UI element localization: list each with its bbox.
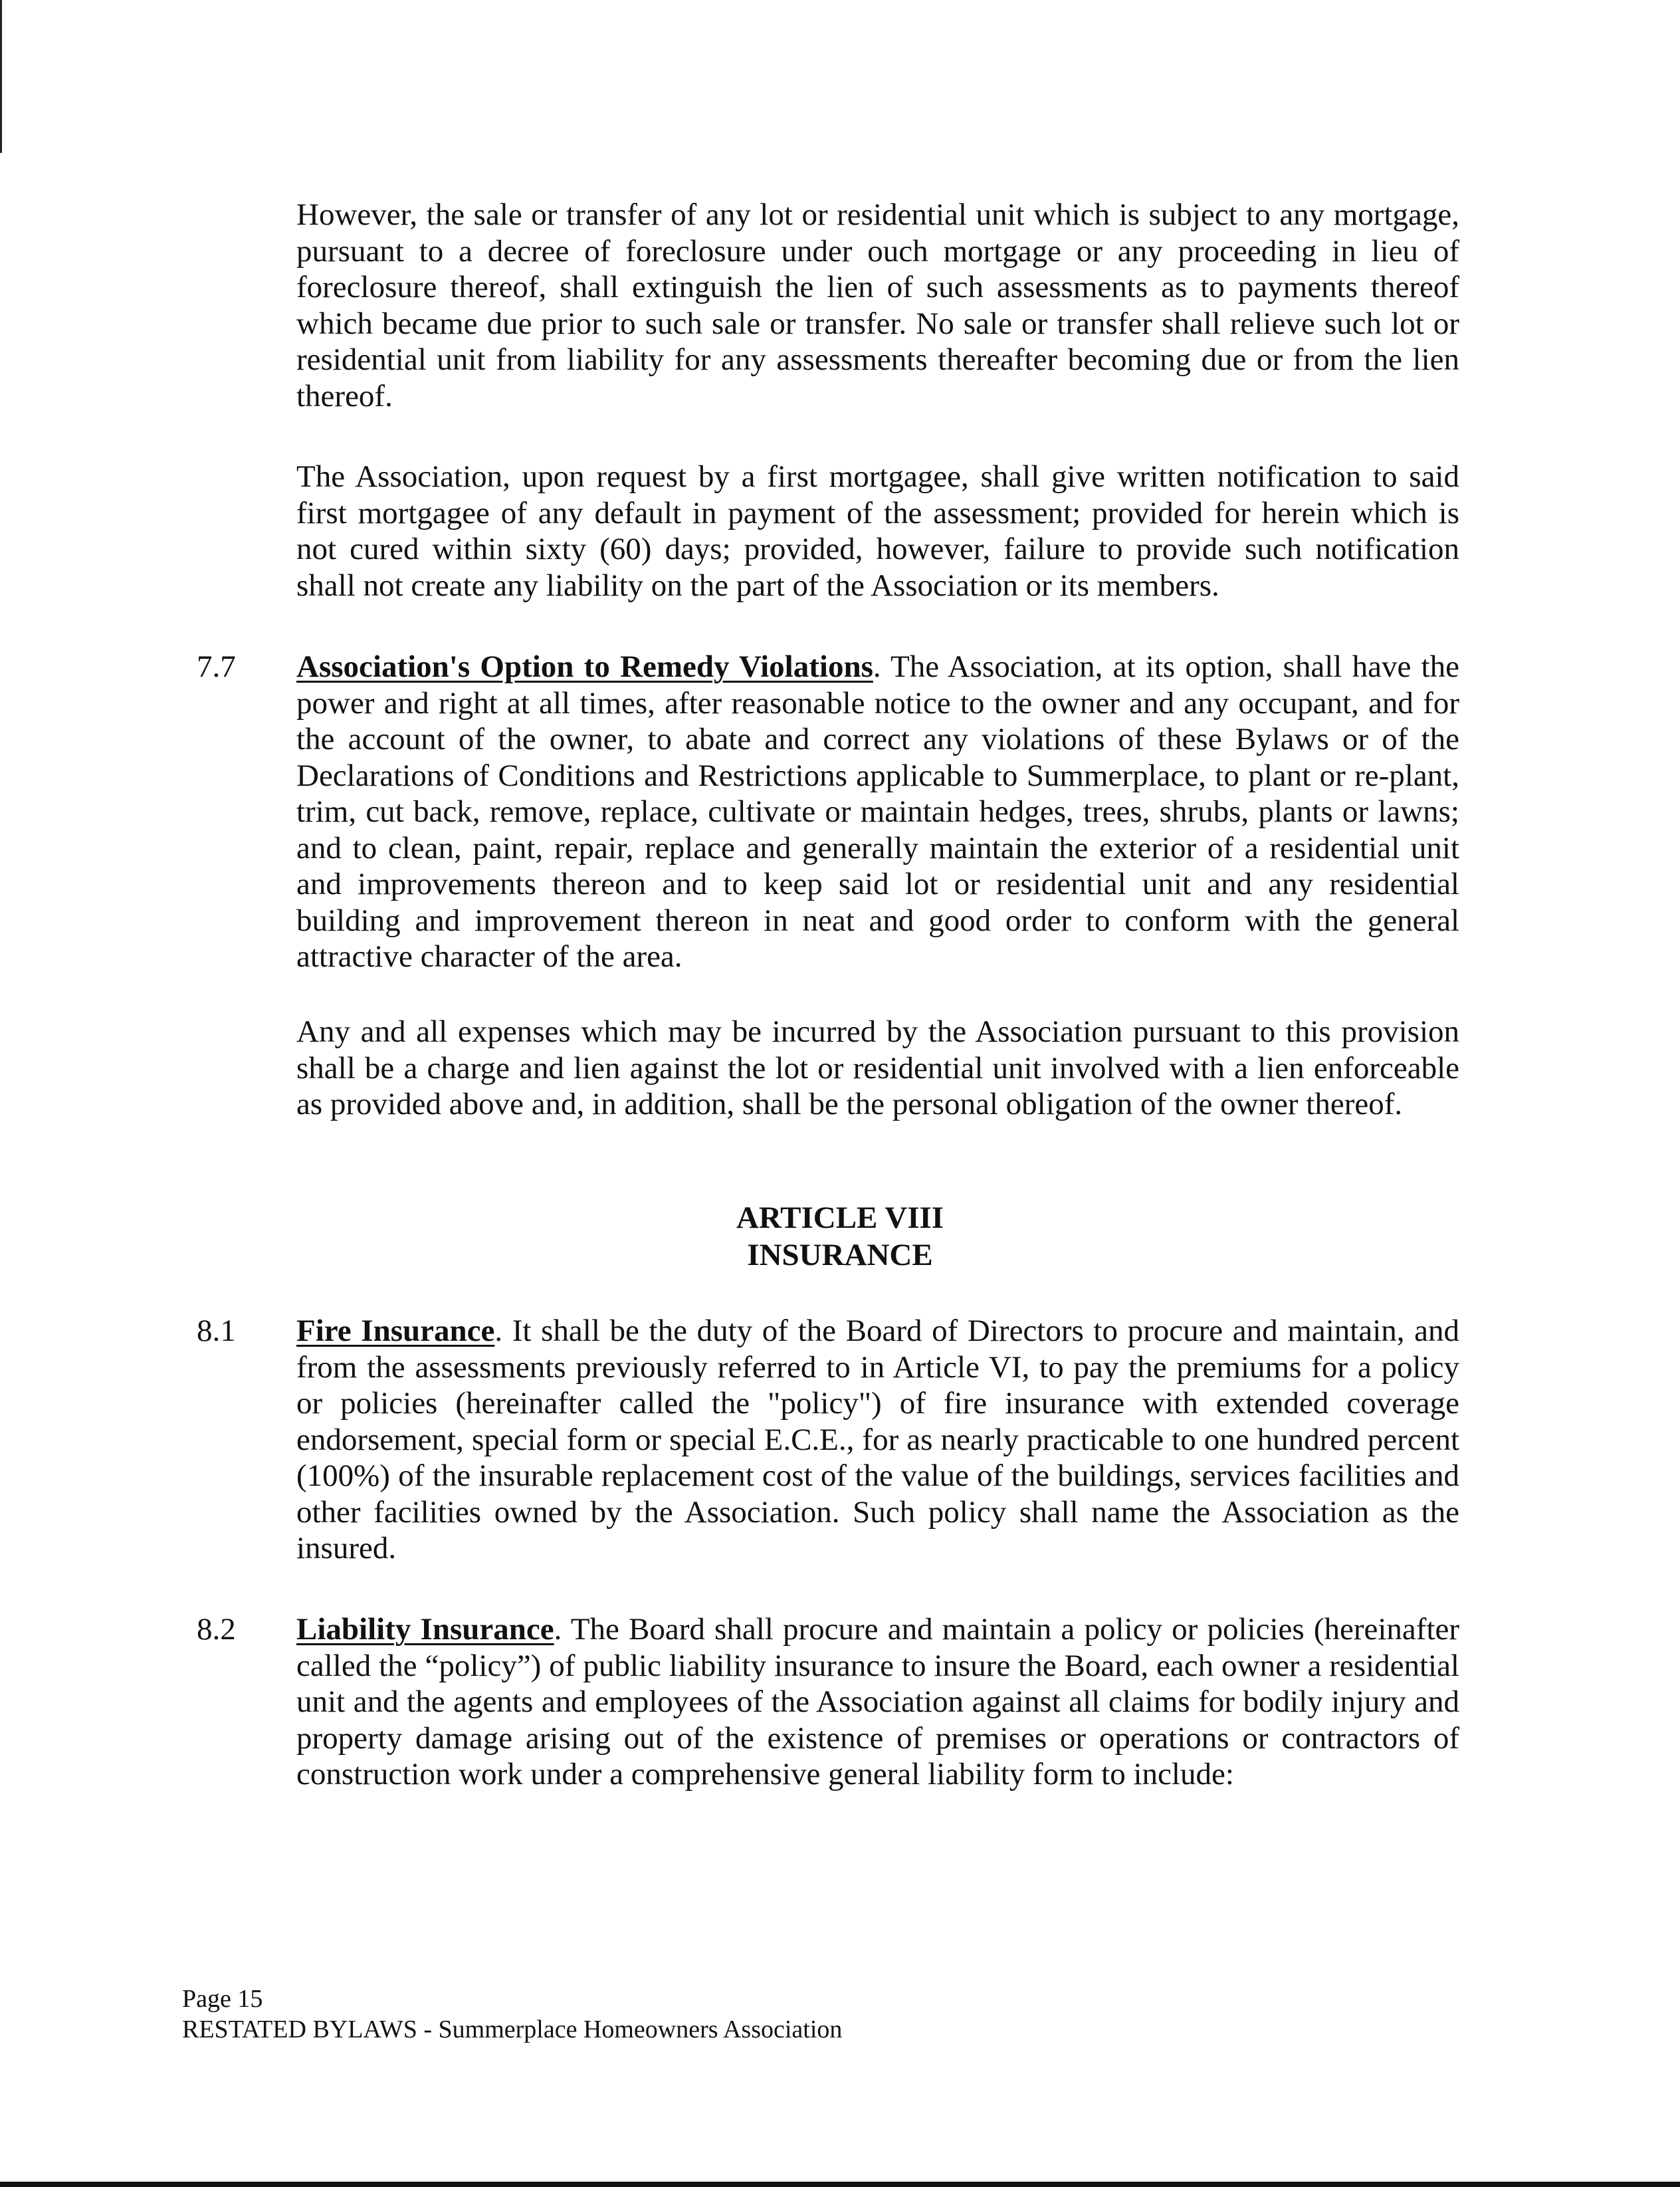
paragraph-mortgagee-notification: The Association, upon request by a first mortgagee, shall give written notification to said first mortgagee of any default in payment of the assessment; provided for herein which is not cured within sixty (60) days; provided, however, failure to provide such notification shall not create any liability on the part of the Association or its members. [296,459,1459,603]
scan-edge-bottom [0,2182,1680,2187]
footer-page-number: Page 15 [182,1985,263,2013]
section-number-8-2: 8.2 [197,1612,236,1647]
footer-document-title: RESTATED BYLAWS - Summerplace Homeowners Association [182,2015,843,2043]
section-7-7 [296,649,1459,975]
section-heading-8-2: Liability Insurance [296,1612,554,1647]
article-title: INSURANCE [747,1238,933,1272]
section-body-8-1: . It shall be the duty of the Board of Directors to procure and maintain, and from the assessments previously referred to in Article VI, to pay the premiums for a policy or policies (hereinafter called the "policy") of fire insurance with extended coverage endorsement, special form or special E.C.E., for as nearly practicable to one hundred percent (100%) of the insurable replacement cost of the value of the buildings, services facilities and other facilities owned by the Association. Such policy shall name the Association as the insured. [296,1314,1459,1565]
article-number: ARTICLE VIII [736,1201,944,1235]
section-heading-8-1: Fire Insurance [296,1314,495,1348]
section-number-7-7: 7.7 [197,649,236,684]
section-heading-7-7: Association's Option to Remedy Violations [296,649,873,684]
section-number-8-1: 8.1 [197,1314,236,1348]
section-body-8-2: . The Board shall procure and maintain a policy or policies (hereinafter called the “policy”) of public liability insurance to insure the Board, each owner a residential unit and the agents and employees of the Association against all claims for bodily injury and property damage arising out of the existence of premises or operations or contractors of construction work under a comprehensive general liability form to include: [296,1612,1460,1791]
scan-edge-left [0,0,2,153]
paragraph-expenses: Any and all expenses which may be incurred by the Association pursuant to this provision shall be a charge and lien against the lot or residential unit involved with a lien enforceable as provided above and, in addition, shall be the personal obligation of the owner thereof. [296,1014,1459,1121]
section-8-1 [296,1313,1459,1567]
paragraph-foreclosure: However, the sale or transfer of any lot or residential unit which is subject to any mortgage, pursuant to a decree of foreclosure under ouch mortgage or any proceeding in lieu of foreclosure thereof, shall extinguish the lien of such assessments as to payments thereof which became due prior to such sale or transfer. No sale or transfer shall relieve such lot or residential unit from liability for any assessments thereafter becoming due or from the lien thereof. [296,197,1459,413]
section-8-2 [296,1611,1459,1793]
section-body-7-7: . The Association, at its option, shall have the power and right at all times, after reasonable notice to the owner and any occupant, and for the account of the owner, to abate and correct any violations of these Bylaws or of the Declarations of Conditions and Restrictions applicable to Summerplace, to plant or re-plant, trim, cut back, remove, replace, cultivate or maintain hedges, trees, shrubs, plants or lawns; and to clean, paint, repair, replace and generally maintain the exterior of a residential unit and improvements thereon and to keep said lot or residential unit and any residential building and improvement thereon in neat and good order to conform with the general attractive character of the area. [296,649,1459,974]
